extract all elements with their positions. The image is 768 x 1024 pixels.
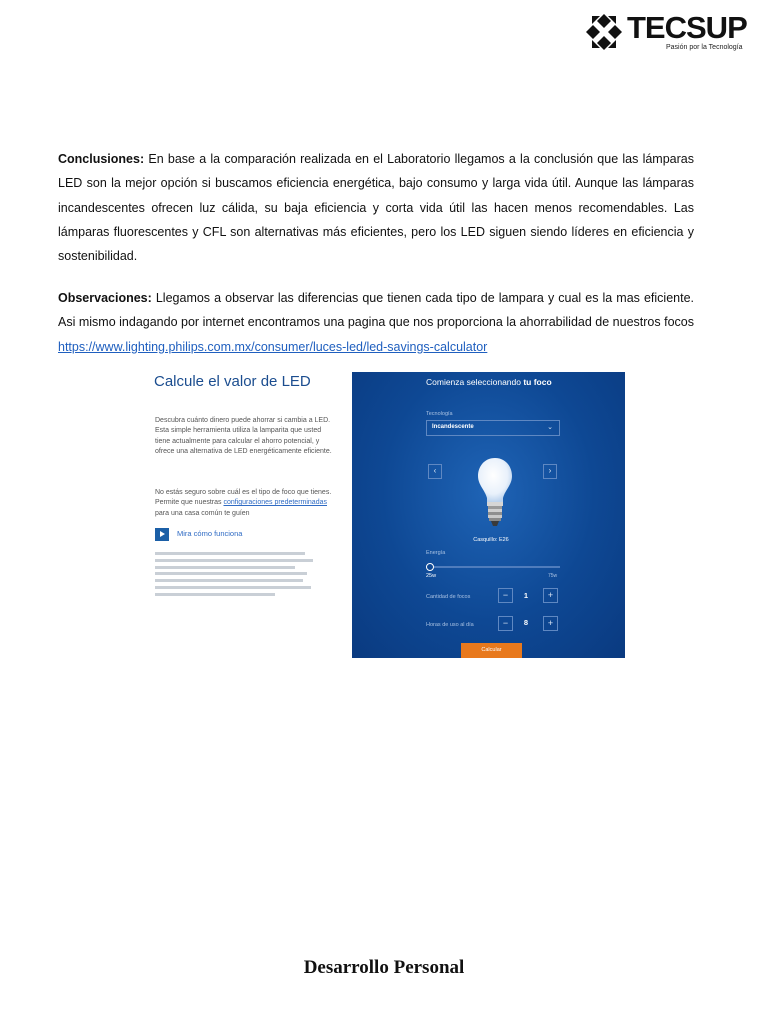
play-video-button[interactable]	[155, 528, 169, 541]
observations-label: Observaciones:	[58, 291, 152, 305]
tecsup-logo	[584, 10, 747, 56]
calculator-intro-panel	[146, 372, 352, 658]
energy-value: 25w	[426, 573, 437, 579]
quantity-minus-button[interactable]: −	[498, 588, 513, 603]
socket-caption: Casquillo: E26	[473, 537, 509, 543]
default-settings-link[interactable]: configuraciones predeterminadas	[223, 499, 327, 507]
calculator-description: Descubra cuánto dinero puede ahorrar si cambia a LED. Esta simple herramienta utiliza la lamparita que usted tiene actualmente para calcular el ahorro potencial, y ofrece una alternativa de LED energéticamente eficiente.	[155, 417, 332, 456]
conclusions-paragraph	[58, 147, 694, 268]
technology-select[interactable]	[426, 420, 560, 436]
energy-slider-knob[interactable]	[426, 563, 434, 571]
observations-paragraph	[58, 286, 694, 359]
quantity-plus-button[interactable]: +	[543, 588, 558, 603]
hours-value: 8	[523, 618, 529, 627]
philips-calculator-link[interactable]: https://www.lighting.philips.com.mx/consumer/luces-led/led-savings-calculator	[58, 339, 488, 354]
unsure-text: No estás seguro sobre cuál es el tipo de foco que tienes. Permite que nuestras	[155, 489, 332, 507]
energy-max: 75w	[548, 573, 558, 579]
form-heading	[426, 376, 606, 389]
calculator-form-panel	[352, 372, 625, 658]
form-heading-prefix: Comienza seleccionando	[426, 377, 524, 387]
prev-bulb-button[interactable]: ‹	[428, 464, 442, 479]
calculator-title: Calcule el valor de LED	[154, 373, 311, 390]
conclusions-text: En base a la comparación realizada en el Laboratorio llegamos a la conclusión que las lámparas LED son la mejor opción si buscamos eficiencia energética, bajo consumo y larga vida útil. Aunque las lámparas incandescentes ofrecen luz cálida, su baja eficiencia y corta vida útil las hacen menos recomendables. Las lámparas fluorescentes y CFL son alternativas más eficientes, pero los LED siguen siendo líderes en eficiencia y sostenibilidad.	[58, 152, 694, 264]
logo-tagline: Pasión por la Tecnología	[666, 44, 743, 51]
fine-print-disclaimer	[155, 552, 315, 600]
next-bulb-button[interactable]: ›	[543, 464, 557, 479]
unsure-tail: para una casa común te guíen	[155, 509, 250, 517]
chevron-down-icon: ⌄	[547, 424, 553, 431]
tecsup-logo-mark-icon	[584, 12, 624, 52]
play-video-label[interactable]: Mira cómo funciona	[177, 529, 243, 538]
light-bulb-icon	[476, 456, 514, 534]
hours-label: Horas de uso al día	[426, 622, 474, 628]
logo-wordmark: TECSUP	[627, 10, 747, 45]
quantity-value: 1	[523, 591, 529, 600]
hours-minus-button[interactable]: −	[498, 616, 513, 631]
technology-label: Tecnología	[426, 411, 453, 417]
observations-text: Llegamos a observar las diferencias que tienen cada tipo de lampara y cual es la mas eficiente. Asi mismo indagando por internet encontramos una pagina que nos proporciona la ahorrabilidad de nuestros focos	[58, 291, 694, 330]
footer-title: Desarrollo Personal	[303, 957, 465, 978]
hours-plus-button[interactable]: +	[543, 616, 558, 631]
calculate-button[interactable]: Calcular	[461, 643, 522, 658]
energy-label: Energía	[426, 550, 446, 556]
technology-value: Incandescente	[432, 424, 474, 430]
energy-slider[interactable]	[426, 566, 560, 568]
quantity-label: Cantidad de focos	[426, 594, 471, 600]
conclusions-label: Conclusiones:	[58, 152, 145, 166]
form-heading-bold: tu foco	[523, 377, 552, 387]
calculator-unsure-note	[155, 488, 335, 519]
